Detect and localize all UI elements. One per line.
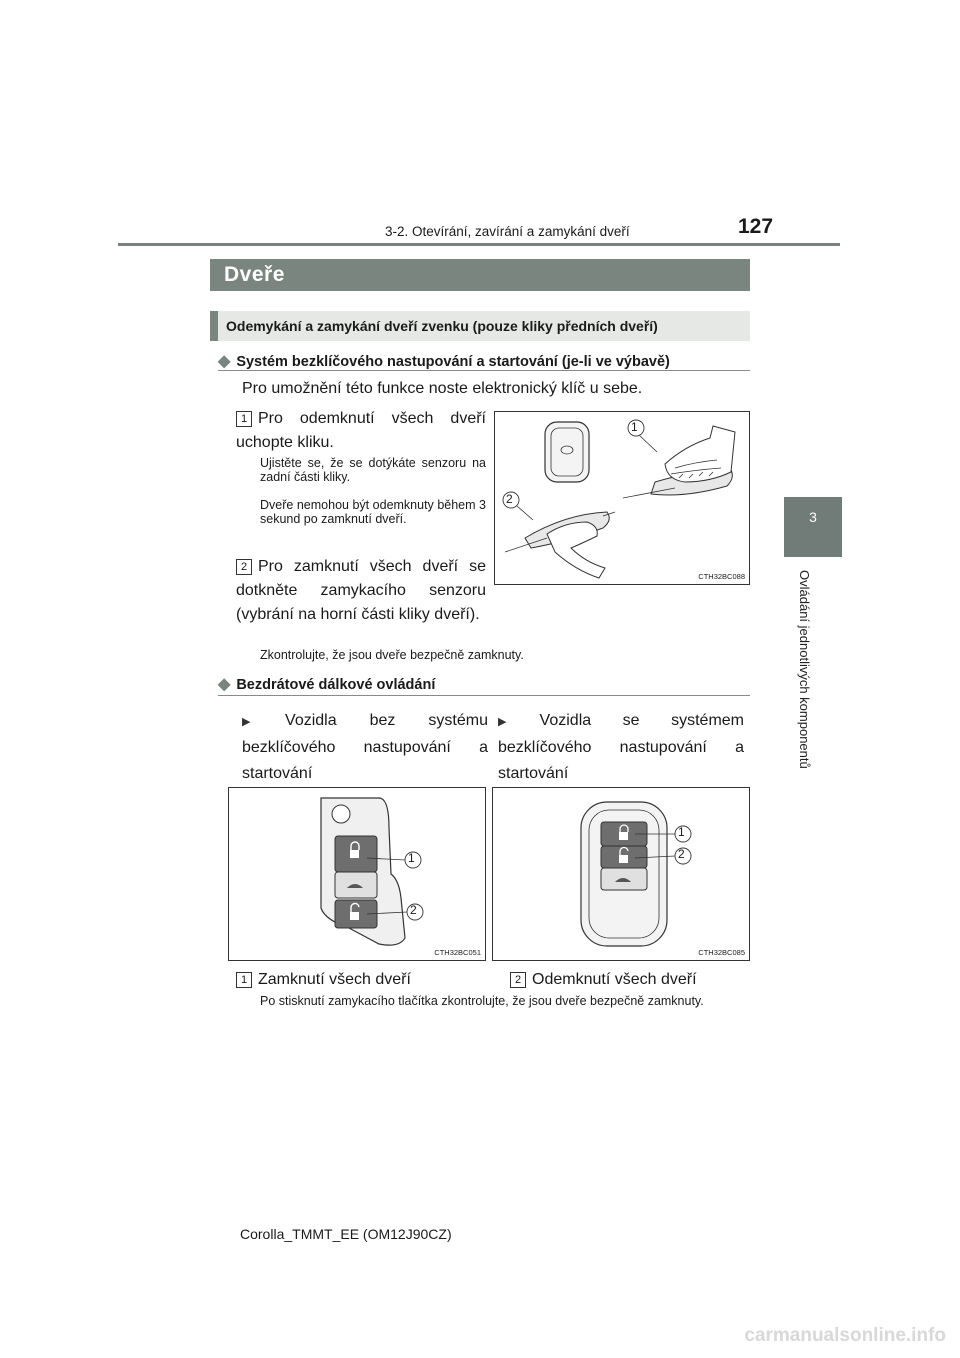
door-handle-figure: [494, 411, 750, 585]
smart-entry-heading: ◆ Systém bezklíčového nastupování a startování (je-li ve výbavě): [218, 353, 670, 370]
step-1: 1 Pro odemknutí všech dveří uchopte kliku.: [236, 410, 486, 451]
figure-code: CTH32BC051: [434, 948, 481, 957]
diamond-bullet-icon: ◆: [218, 676, 231, 693]
chapter-tab: 3: [784, 497, 842, 557]
heading-rule: [218, 370, 750, 371]
check-note: Zkontrolujte, že jsou dveře bezpečně zamknuty.: [260, 648, 524, 662]
flip-key-illustration: [229, 788, 485, 960]
chapter-title: Ovládání jednotlivých komponentů: [797, 570, 812, 769]
callout-1: 1: [631, 420, 638, 434]
callout-1: 1: [678, 825, 685, 839]
step-2: 2 Pro zamknutí všech dveří se dotkněte zamykacího senzoru (vybrání na horní části kliky dveří).: [236, 558, 486, 623]
flip-key-figure: [228, 787, 486, 961]
triangle-bullet-icon: ▶: [242, 716, 280, 728]
variant-right-label: ▶ Vozidla se systémem bezklíčového nastupování a startování: [498, 712, 744, 782]
figure-code: CTH32BC088: [698, 572, 745, 581]
watermark: carmanualsonline.info: [744, 1325, 946, 1346]
page-number: 127: [738, 215, 774, 238]
callout-2: 2: [410, 903, 417, 917]
smart-key-figure: [492, 787, 750, 961]
callout-2: 2: [678, 847, 685, 861]
page-title: Dveře: [210, 259, 750, 291]
callout-2: 2: [506, 492, 513, 506]
item-unlock: 2 Odemknutí všech dveří: [510, 968, 697, 992]
triangle-bullet-icon: ▶: [498, 716, 534, 728]
step-1-note-1: Ujistěte se, že se dotýkáte senzoru na zadní části kliky.: [260, 456, 486, 484]
section-header: 3-2. Otevírání, zavírání a zamykání dveří: [385, 224, 630, 239]
step-number-icon: 1: [236, 411, 252, 427]
door-handle-illustration: [495, 412, 749, 584]
heading-rule: [218, 695, 750, 696]
header-rule: [118, 243, 840, 246]
figure-code: CTH32BC085: [698, 948, 745, 957]
remote-heading: ◆ Bezdrátové dálkové ovládání: [218, 676, 436, 693]
variant-left-label: ▶ Vozidla bez systému bezklíčového nastupování a startování: [242, 712, 488, 782]
step-1-note-2: Dveře nemohou být odemknuty během 3 sekund po zamknutí dveří.: [260, 498, 486, 526]
step-number-icon: 2: [236, 559, 252, 575]
section-subtitle: Odemykání a zamykání dveří zvenku (pouze kliky předních dveří): [210, 311, 750, 341]
item-number-icon: 2: [510, 972, 526, 988]
intro-text: Pro umožnění této funkce noste elektronický klíč u sebe.: [242, 380, 643, 397]
remote-note: Po stisknutí zamykacího tlačítka zkontrolujte, že jsou dveře bezpečně zamknuty.: [260, 994, 704, 1008]
item-lock: 1 Zamknutí všech dveří: [236, 968, 411, 992]
diamond-bullet-icon: ◆: [218, 353, 231, 370]
smart-key-illustration: [493, 788, 749, 960]
callout-1: 1: [408, 851, 415, 865]
item-number-icon: 1: [236, 972, 252, 988]
footer-model: Corolla_TMMT_EE (OM12J90CZ): [240, 1226, 452, 1242]
